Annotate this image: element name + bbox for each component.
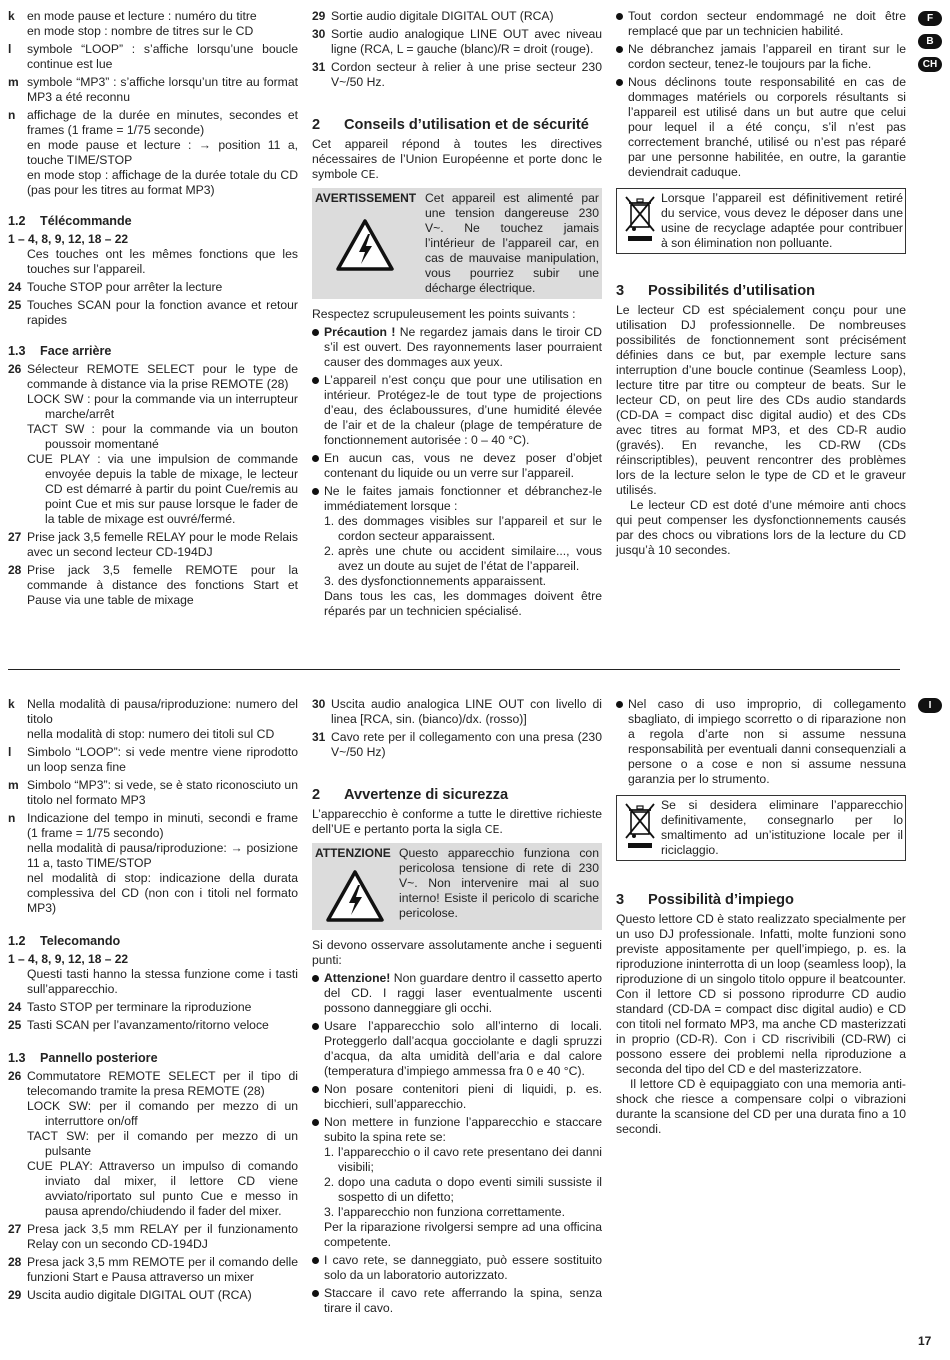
it-rear-item-31: 31 Cavo rete per il collegamento con una presa (230 V~/50 Hz) [312, 730, 602, 759]
bullet-icon [312, 1253, 324, 1283]
it-repair-note: Per la riparazione rivolgersi sempre ad una officina competente. [324, 1220, 602, 1249]
fr-rear-item-29: 29 Sortie audio digitale DIGITAL OUT (RCA) [312, 9, 554, 23]
bullet-icon [616, 75, 628, 180]
it-safety-bullet-7: Nel caso di uso improprio, di collegamento sbagliato, di impiego scorretto o di riparazione non a regola d’arte non si assume nessuna responsabilità per eventuali danni consequenziali a persone o a cose e non si assume nessuna garanzia per lo strumento. [616, 697, 906, 787]
fr-remote-item-25: 25 Touches SCAN pour la fonction avance et retour rapides [8, 298, 298, 327]
section-divider [8, 669, 900, 670]
it-display-item-n: n Indicazione del tempo in minuti, secondi e frame (1 frame = 1/75 secondo) nella modalità di pausa/riproduzione: → posizione 11 a, tasto TIME/STOP nel modalità di stop: indicazione della durata complessiva del CD (non con i titoli nel formato MP3) [8, 811, 298, 915]
fr-rear-item-27: 27 Prise jack 3,5 femelle RELAY pour le mode Relais avec un second lecteur CD-194DJ [8, 530, 298, 559]
bullet-icon [616, 42, 628, 72]
bullet-icon [312, 1019, 324, 1079]
bullet-icon [616, 9, 628, 39]
ce-mark: CE. [360, 168, 379, 181]
it-n-line1: Indicazione del tempo in minuti, secondi e frame (1 frame = 1/75 secondo) [27, 811, 298, 840]
it-safety-bullet-2: Usare l’apparecchio solo all’interno di locali. Proteggerlo dall’acqua gocciolante e dagli spruzzi d’acqua, da alta umidità dell’aria e dal calore (temperatura d’impiego ammessa fra 0 e 40 °C). [312, 1019, 602, 1079]
fr-section-heading-3: 3 Possibilités d’utilisation [616, 283, 816, 299]
it-remote-keys-text: Questi tasti hanno la stessa funzione come i tasti sull’apparecchio. [27, 967, 298, 996]
it-respect-intro: Si devono osservare assolutamente anche i seguenti punti: [312, 938, 602, 967]
fr-rear-item-31: 31 Cordon secteur à relier à une prise secteur 230 V~/50 Hz. [312, 60, 602, 89]
fr-section-heading-1-3: 1.3 Face arrière [8, 344, 112, 358]
it-rear-item-26: 26 Commutatore REMOTE SELECT per il tipo di telecomando tramite la presa REMOTE (28) [8, 1069, 298, 1098]
language-badge-b: B [918, 34, 942, 49]
fr-list-item-2: 2. après une chute ou accident similaire..., vous avez un doute au sujet de l’état de l’appareil. [324, 544, 602, 573]
it-usage-paragraph-1: Questo lettore CD è stato realizzato specialmente per un uso DJ professionale. Infatti, molte funzioni sono previste appositamente per quell’impiego, p. es. la riproduzione ininterrotta di un loop (seamless loop), la riproduzione di un singolo titolo oppure il beatcounter. Con il lettore CD si possono riprodurre CD audio standard (CD-DA = compact disc digital audio) e CD con titoli nel formato MP3, ma anche CD masterizzati in proprio (CD-R). Con i CD riscrivibili (CD-RW) ci possono essere dei problemi nella riproduzione a seconda del tipo del CD e del masterizzatore. [616, 912, 906, 1076]
bullet-icon [312, 1286, 324, 1316]
it-list-item-3: 3. l’apparecchio non funziona correttamente. [324, 1205, 565, 1219]
it-usage-paragraph-2: Il lettore CD è equipaggiato con una memoria anti-shock che riesce a compensare colpi o vibrazioni durante la scansione del CD per una durata fino a 10 secondi. [616, 1077, 906, 1136]
fr-safety-bullet-5: Tout cordon secteur endommagé ne doit être remplacé que par un technicien habilité. [616, 9, 906, 39]
fr-rear-item-28: 28 Prise jack 3,5 femelle REMOTE pour la commande à distance des fonctions Start et Pause via une table de mixage [8, 563, 298, 607]
it-remote-item-25: 25 Tasti SCAN per l’avanzamento/ritorno veloce [8, 1018, 269, 1032]
crossed-bin-icon [619, 798, 661, 850]
it-warning-label: ATTENZIONE [315, 846, 391, 860]
fr-warning-label: AVERTISSEMENT [315, 191, 417, 205]
it-warning-text: Questo apparecchio funziona con pericolosa tensione di rete di 230 V~. Non intervenire mai al suo interno! Esiste il pericolo di scariche pericolose. [399, 846, 599, 920]
fr-remote-keys-text: Ces touches ont les mêmes fonctions que les touches sur l’appareil. [27, 247, 298, 276]
language-badge-i: I [918, 698, 942, 713]
fr-display-item-k: k en mode pause et lecture : numéro du titre en mode stop : nombre de titres sur le CD [8, 9, 298, 39]
it-display-item-m: m Simbolo “MP3”: si vede, se è stato riconosciuto un titolo nel formato MP3 [8, 778, 298, 807]
fr-column-2 [312, 9, 602, 619]
it-warning-box [312, 843, 602, 930]
fr-section-heading-1-2: 1.2 Télécommande [8, 214, 132, 228]
fr-display-item-m: m symbole “MP3” : s’affiche lorsqu’un titre au format MP3 a été reconnu [8, 75, 298, 104]
fr-warning-text: Cet appareil est alimenté par une tension dangereuse 230 V~. Ne touchez jamais l’intérieur de l’appareil car, en cas de mauvaise manipulation, vous pourriez subir une décharge électrique. [425, 191, 599, 295]
it-recycling-box [616, 795, 906, 861]
bullet-icon [312, 451, 324, 481]
it-safety-bullet-3: Non posare contenitori pieni di liquidi, p. es. bicchieri, sull’apparecchio. [312, 1082, 602, 1112]
fr-safety-bullet-7: Nous déclinons toute responsabilité en cas de dommages matériels ou corporels résultants si l’appareil est utilisé dans un but autre que celui pour lequel il a été conçu, s’il n’est pas correctement branché, utilisé ou n’est pas réparé par une personne habilitée, en outre, la garantie deviendrait caduque. [616, 75, 906, 180]
it-display-item-k: k Nella modalità di pausa/riproduzione: numero del titolo nella modalità di stop: numero dei titoli sul CD [8, 697, 298, 741]
fr-recycling-text: Lorsque l’appareil est définitivement retiré du service, vous devez le déposer dans une usine de recyclage adaptée pour contribuer à son élimination non polluante. [661, 191, 903, 250]
it-rear-item-29: 29 Uscita audio digitale DIGITAL OUT (RCA) [8, 1288, 252, 1302]
fr-list-item-1: 1. des dommages visibles sur l’appareil et sur le cordon secteur apparaissent. [324, 514, 602, 543]
fr-rear-item-26: 26 Sélecteur REMOTE SELECT pour le type de commande à distance via la prise REMOTE (28) [8, 362, 298, 391]
it-n-line3: nel modalità di stop: indicazione della durata complessiva del CD (non con i titoli nel formato MP3) [27, 871, 298, 915]
fr-sec2-intro: Cet appareil répond à toutes les directives nécessaires de l’Union Européenne et porte donc le symbole CE. [312, 137, 602, 181]
it-recycling-text: Se si desidera eliminare l’apparecchio definitivamente, consegnarlo per lo smaltimento ad un’istituzione locale per il riciclaggio. [661, 798, 903, 857]
ce-mark: CE. [484, 823, 503, 836]
fr-n-line1: affichage de la durée en minutes, secondes et frames (1 frame = 1/75 seconde) [27, 108, 298, 137]
bullet-icon [616, 697, 628, 787]
it-section-heading-1-2: 1.2 Telecomando [8, 934, 121, 948]
fr-safety-bullet-1: Précaution ! Ne regardez jamais dans le tiroir CD s’il est ouvert. Des rayonnements laser pourraient causer des dommages aux yeux. [312, 325, 602, 370]
it-section-heading-1-3: 1.3 Pannello posteriore [8, 1051, 158, 1065]
fr-column-3 [616, 9, 906, 558]
it-column-3 [616, 697, 906, 1137]
it-safety-bullet-4: Non mettere in funzione l’apparecchio e staccare subito la spina rete se: [312, 1115, 602, 1145]
it-column-2 [312, 697, 602, 1319]
it-k-line2: nella modalità di stop: numero dei titoli sul CD [27, 727, 275, 741]
it-rear-item-27: 27 Presa jack 3,5 mm RELAY per il funzionamento Relay con un secondo CD-194DJ [8, 1222, 298, 1251]
fr-k-line2: en mode stop : nombre de titres sur le CD [27, 24, 254, 38]
fr-warning-box [312, 188, 602, 299]
it-rear-item-28: 28 Presa jack 3,5 mm REMOTE per il comando delle funzioni Start e Pausa attraverso un mixer [8, 1255, 298, 1284]
fr-item26-sub-tact: TACT SW : pour la commande via un bouton poussoir momentané [27, 422, 298, 451]
fr-safety-bullet-3: En aucun cas, vous ne devez poser d’objet contenant du liquide ou un verre sur l’appareil. [312, 451, 602, 481]
high-voltage-warning-icon [325, 869, 385, 923]
it-safety-bullet-6: Staccare il cavo rete afferrando la spina, senza tirare il cavo. [312, 1286, 602, 1316]
it-remote-item-24: 24 Tasto STOP per terminare la riproduzione [8, 1000, 252, 1014]
fr-usage-paragraph-2: Le lecteur CD est doté d’une mémoire anti chocs qui peut compenser les dysfonctionnements causés par des chocs ou vibrations lors de la lecture du CD jusqu’à 10 secondes. [616, 498, 906, 557]
fr-n-line2: en mode pause et lecture : → position 11 a, touche TIME/STOP [27, 138, 298, 167]
fr-repair-note: Dans tous les cas, les dommages doivent être réparés par un technicien spécialisé. [324, 589, 602, 618]
bullet-icon [312, 325, 324, 370]
it-safety-bullet-5: I cavo rete, se danneggiato, può essere sostituito solo da un laboratorio autorizzato. [312, 1253, 602, 1283]
fr-column-1 [8, 9, 298, 611]
it-n-line2: nella modalità di pausa/riproduzione: → posizione 11 a, tasto TIME/STOP [27, 841, 298, 870]
fr-n-line3: en mode stop : affichage de la durée totale du CD (pas pour les titres au format MP3) [27, 168, 298, 197]
fr-recycling-box [616, 188, 906, 254]
fr-safety-bullet-2: L’appareil n’est conçu que pour une utilisation en intérieur. Protégez-le de tout type de projections d’eau, des éclaboussures, d’une humidité élevée de l’air et de la chaleur (plage de température de fonctionnement autorisée : 0 – 40 °C). [312, 373, 602, 448]
fr-item26-sub-cue: CUE PLAY : via une impulsion de commande envoyée depuis la table de mixage, le lecteur CD est démarré à partir du point Cue/remis au point Cue et mis sur pause lorsque le fader de la table de mixage est ouvré/fermé. [27, 452, 298, 526]
fr-display-item-l: l symbole “LOOP” : s’affiche lorsqu’une boucle continue est lue [8, 42, 298, 71]
bullet-icon [312, 971, 324, 1016]
language-badge-f: F [918, 11, 942, 26]
fr-section-heading-2: 2 Conseils d’utilisation et de sécurité [312, 117, 589, 133]
fr-rear-item-30: 30 Sortie audio analogique LINE OUT avec niveau ligne (RCA, L = gauche (blanc)/R = droit (rouge). [312, 27, 602, 56]
fr-respect-intro: Respectez scrupuleusement les points suivants : [312, 307, 576, 321]
page-number: 17 [918, 1334, 932, 1348]
it-item26-sub-tact: TACT SW: per il comando per mezzo di un pulsante [27, 1129, 298, 1158]
fr-safety-bullet-4: Ne le faites jamais fonctionner et débranchez-le immédiatement lorsque : [312, 484, 602, 514]
it-item26-sub-cue: CUE PLAY: Attraverso un impulso di comando inviato dal mixer, il lettore CD viene avviato/riportato sul punto Cue e messo in pausa aprendo/chiudendo il fader del mixer. [27, 1159, 298, 1218]
it-sec2-intro: L’apparecchio è conforme a tutte le direttive richieste dell’UE e pertanto porta la sigla CE. [312, 807, 602, 836]
it-item26-sub-lock: LOCK SW: per il comando per mezzo di un interruttore on/off [27, 1099, 298, 1128]
high-voltage-warning-icon [335, 218, 395, 272]
fr-remote-keys: 1 – 4, 8, 9, 12, 18 – 22 [8, 232, 129, 246]
fr-display-item-n: n affichage de la durée en minutes, secondes et frames (1 frame = 1/75 seconde) en mode pause et lecture : → position 11 a, touche TIME/STOP en mode stop : affichage de la durée totale du CD (pas pour les titres au format MP3) [8, 108, 298, 197]
it-list-item-1: 1. l’apparecchio o il cavo rete presentano dei danni visibili; [324, 1145, 602, 1174]
bullet-icon [312, 484, 324, 514]
fr-safety-bullet-6: Ne débranchez jamais l’appareil en tirant sur le cordon secteur, tenez-le toujours par la fiche. [616, 42, 906, 72]
it-column-1 [8, 697, 298, 1306]
fr-list-item-3: 3. des dysfonctionnements apparaissent. [324, 574, 546, 588]
it-section-heading-3: 3 Possibilità d’impiego [616, 892, 794, 908]
it-list-item-2: 2. dopo una caduta o dopo eventi simili sussiste il sospetto di un difetto; [324, 1175, 602, 1204]
fr-usage-paragraph-1: Le lecteur CD est spécialement conçu pour une utilisation DJ professionnelle. De nombreuses possibilités de fonctionnement sont précisément définies dans ce but, par exemple lecture sans interruption d’une boucle continue (Seamless Loop), lecture titre par titre ou compteur de beats. Sur le lecteur CD, on peut lire des CDs audio standards (CD-DA = compact disc digital audio) et des CDs avec titres au format MP3, et des CD-R audio (gravés). En revanche, les CD-RW (CDs réinscriptibles), peuvent rencontrer des problèmes lors de la lecture selon le type de CD et le graveur utilisés. [616, 303, 906, 497]
bullet-icon [312, 1115, 324, 1145]
it-safety-bullet-1: Attenzione! Non guardare dentro il cassetto aperto del CD. I raggi laser eventualmente uscenti possono danneggiare gli occhi. [312, 971, 602, 1016]
bullet-icon [312, 1082, 324, 1112]
crossed-bin-icon [619, 191, 661, 243]
it-rear-item-30: 30 Uscita audio analogica LINE OUT con livello di linea [RCA, sin. (bianco)/dx. (rosso)] [312, 697, 602, 726]
it-k-line1: Nella modalità di pausa/riproduzione: numero del titolo [27, 697, 298, 726]
language-badge-ch: CH [918, 57, 942, 72]
it-section-heading-2: 2 Avvertenze di sicurezza [312, 787, 509, 803]
fr-remote-item-24: 24 Touche STOP pour arrêter la lecture [8, 280, 223, 294]
fr-item26-sub-lock: LOCK SW : pour la commande via un interrupteur marche/arrêt [27, 392, 298, 421]
it-display-item-l: l Simbolo “LOOP”: si vede mentre viene riprodotto un loop senza fine [8, 745, 298, 774]
it-remote-keys: 1 – 4, 8, 9, 12, 18 – 22 [8, 952, 129, 966]
fr-k-line1: en mode pause et lecture : numéro du titre [27, 9, 257, 23]
bullet-icon [312, 373, 324, 448]
